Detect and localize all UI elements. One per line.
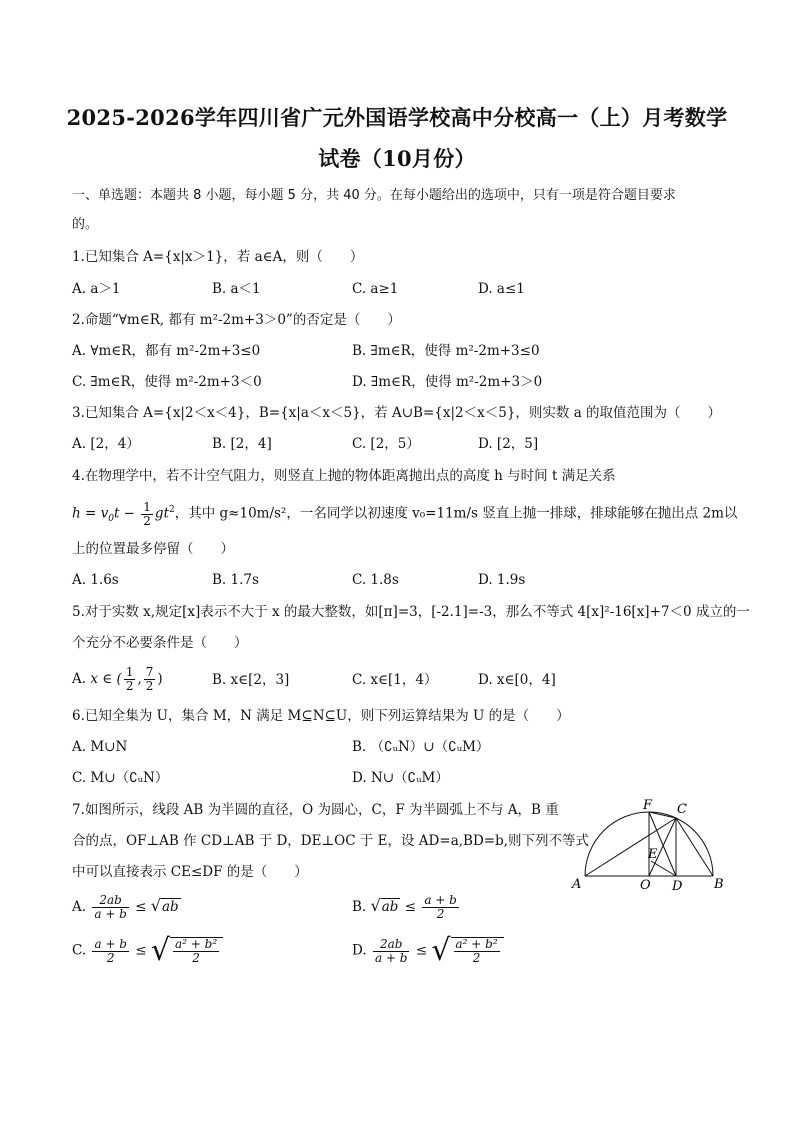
q6-option-b: B. （∁ᵤN）∪（∁ᵤM） [352, 739, 490, 755]
q7-option-a [72, 894, 181, 921]
q7-c-rden: 2 [192, 950, 200, 965]
q2-option-a: A. ∀m∈R，都有 m²-2m+3≤0 [72, 343, 261, 359]
q7-a-den: a + b [94, 907, 127, 921]
q4-option-b: B. 1.7s [212, 572, 259, 588]
q7-option-b-rel: ≤ [404, 899, 417, 915]
q2-option-c: C. ∃m∈R，使得 m²-2m+3＜0 [72, 374, 262, 390]
q5-option-a-math: x ∈ ( [90, 671, 122, 687]
q2-option-b: B. ∃m∈R，使得 m²-2m+3≤0 [352, 343, 540, 359]
figure-label-c: C [677, 802, 687, 817]
q7-a-radicand: ab [161, 899, 179, 915]
q4-formula-lhs: h = v [72, 505, 109, 522]
q7-stem-line3: 中可以直接表示 CE≤DF 的是（ ） [72, 864, 308, 880]
q7-option-d [352, 933, 504, 968]
q4-formula-rest: gt [154, 505, 169, 522]
sqrt-icon: √ [431, 933, 451, 968]
q4-option-d: D. 1.9s [478, 572, 526, 588]
q5-frac1-den: 2 [125, 679, 134, 693]
q5-option-a [72, 666, 163, 693]
q7-option-d-frac [373, 938, 410, 965]
q7-option-c-label: C. [72, 942, 87, 959]
q7-d-num: 2ab [373, 938, 410, 952]
q7-d-den: a + b [374, 950, 408, 965]
q2-option-d: D. ∃m∈R，使得 m²-2m+3＞0 [352, 374, 543, 390]
figure-label-a: A [572, 877, 582, 892]
q5-frac2-num: 7 [145, 665, 154, 679]
figure-label-o: O [640, 878, 651, 892]
q6-stem: 6.已知全集为 U，集合 M，N 满足 M⊆N⊆U，则下列运算结果为 U 的是（ ） [72, 708, 570, 724]
q7-semicircle-figure [568, 796, 728, 892]
q7-option-c-frac [92, 938, 129, 965]
q7-c-rad-frac [173, 938, 219, 965]
q5-stem: 5.对于实数 x,规定[x]表示不大于 x 的最大整数，如[π]=3，[-2.1]=-3，那么不等式 4[x]²-16[x]+7＜0 成立的一 [72, 604, 750, 620]
q5-stem-line2: 个充分不必要条件是（ ） [72, 635, 248, 651]
q4-formula-sup: 2 [169, 505, 175, 515]
q4-option-c: C. 1.8s [352, 572, 399, 588]
q4-formula-t: t − [113, 505, 135, 522]
q7-stem: 7.如图所示，线段 AB 为半圆的直径，O 为圆心，C，F 为半圆弧上不与 A，B 重 [72, 802, 559, 818]
q4-frac-den: 2 [143, 513, 151, 528]
q7-c-num: a + b [94, 936, 127, 951]
q7-a-num: 2ab [92, 894, 129, 908]
q3-option-c: C. [2，5） [352, 436, 420, 452]
figure-label-e: E [648, 847, 658, 862]
q7-d-radicand [451, 937, 504, 965]
q3-option-b: B. [2，4] [212, 436, 272, 452]
q4-frac-num: 1 [143, 499, 151, 514]
q1-option-d: D. a≤1 [478, 281, 525, 297]
q4-option-a: A. 1.6s [72, 572, 119, 588]
q7-option-c [72, 933, 223, 968]
q4-formula-fraction [141, 501, 153, 528]
q7-option-d-rel: ≤ [415, 942, 428, 959]
q7-c-den: 2 [106, 950, 115, 965]
q7-option-b [352, 894, 461, 921]
q7-c-radicand [170, 937, 223, 965]
q3-option-d: D. [2，5] [478, 436, 539, 452]
q4-formula-line [72, 500, 737, 529]
q1-option-c: C. a≥1 [352, 281, 399, 297]
q7-option-b-frac [422, 894, 459, 921]
q6-option-d: D. N∪（∁ᵤM） [352, 770, 449, 786]
section-instructions-line2: 的。 [72, 217, 99, 232]
q1-option-b: B. a＜1 [212, 281, 261, 297]
q6-option-c: C. M∪（∁ᵤN） [72, 770, 169, 786]
q5-frac1-num: 1 [125, 665, 134, 679]
q7-d-rden: 2 [472, 950, 481, 965]
q5-option-c: C. x∈[1，4） [352, 672, 438, 688]
sqrt-icon: √ [150, 933, 170, 968]
q7-option-a-rel: ≤ [135, 899, 147, 915]
q7-option-b-label: B. [352, 899, 367, 915]
q4-formula-sub: 0 [108, 514, 114, 525]
q1-option-a: A. a＞1 [72, 281, 121, 297]
q7-option-d-label: D. [352, 942, 367, 959]
q5-option-d: D. x∈[0，4] [478, 672, 556, 688]
q7-b-den: 2 [436, 907, 445, 921]
q4-stem-continued: ，其中 g≈10m/s²，一名同学以初速度 v₀=11m/s 竖直上抛一排球，排球能够在抛出点 2m以 [174, 505, 738, 522]
q5-option-b: B. x∈[2，3] [212, 672, 290, 688]
q7-d-rad-frac [454, 938, 500, 965]
sqrt-icon: √ [370, 896, 381, 915]
q5-option-a-label: A. [72, 671, 87, 687]
q6-option-a: A. M∪N [72, 739, 128, 755]
q7-c-rnum: a² + b² [175, 936, 218, 951]
q5-option-a-frac2 [144, 666, 156, 693]
segment-de [651, 861, 676, 876]
q1-stem: 1.已知集合 A={x|x＞1}，若 a∈A，则（ ） [72, 249, 364, 265]
section-instructions-line1: 一、单选题：本题共 8 小题，每小题 5 分，共 40 分。在每小题给出的选项中，只有一项是符合题目要求 [72, 188, 676, 203]
q3-option-a: A. [2，4） [72, 436, 140, 452]
q4-stem: 4.在物理学中，若不计空气阻力，则竖直上抛的物体距离抛出点的高度 h 与时间 t 满足关系 [72, 468, 616, 484]
q7-stem-line2: 合的点，OF⊥AB 作 CD⊥AB 于 D，DE⊥OC 于 E，设 AD=a,BD=b,则下列不等式 [72, 833, 590, 849]
q7-option-a-label: A. [72, 899, 87, 915]
q7-b-radicand: ab [381, 899, 399, 915]
q5-frac2-den: 2 [145, 679, 154, 693]
q5-option-a-frac1 [124, 666, 136, 693]
exam-title-line2: 试卷（10月份） [318, 146, 476, 171]
q7-option-c-rel: ≤ [135, 942, 147, 959]
figure-label-f: F [643, 798, 653, 813]
q5-option-a-close: ) [157, 671, 163, 687]
q5-option-a-comma: , [137, 671, 142, 687]
sqrt-icon: √ [150, 896, 161, 915]
q7-option-a-frac [92, 894, 129, 921]
q7-d-rnum: a² + b² [455, 936, 498, 951]
q3-stem: 3.已知集合 A={x|2＜x＜4}，B={x|a＜x＜5}，若 A∪B={x|2＜x＜5}，则实数 a 的取值范围为（ ） [72, 405, 722, 421]
figure-label-b: B [714, 877, 724, 892]
figure-label-d: D [672, 879, 683, 892]
q4-stem-line3: 上的位置最多停留（ ） [72, 541, 234, 557]
exam-title-line1: 2025-2026学年四川省广元外国语学校高中分校高一（上）月考数学 [66, 105, 728, 130]
q7-b-num: a + b [424, 893, 457, 907]
q2-stem: 2.命题“∀m∈R, 都有 m²-2m+3＞0”的否定是（ ） [72, 312, 401, 328]
segment-bc [676, 818, 713, 876]
